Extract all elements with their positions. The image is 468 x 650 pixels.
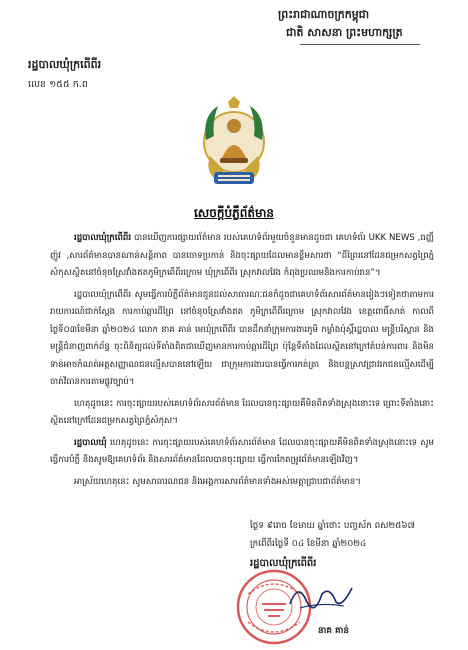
paragraph-4 [50, 435, 434, 470]
document-body [50, 230, 434, 495]
handwritten-signature [286, 578, 356, 614]
document-title: សេចក្តីបំភ្លឺព័ត៌មាន [194, 206, 274, 220]
office-name: រដ្ឋបាលឃុំក្រពើពីរ [28, 58, 102, 71]
paragraph-4-text: ហេតុដូចនេះ ការចុះផ្សាយរបស់គេហទំព័រសារព័ត៌មាន ដែលបានចុះផ្សាយគឺមិនពិតទាំងស្រុងនោះទេ សូមធ្វើការបំភ្លឺ និងសូមឱ្យគេហទំព័រ និងសារព័ត៌មានដែលបានចុះផ្សាយ ធ្វើការកែតម្រូវព័ត៌មានឡើងវិញ។ [50, 437, 434, 465]
header-divider [300, 44, 420, 45]
reference-number: លេខ ១៥៥ ក.ព [28, 79, 88, 90]
paragraph-1-lead: រដ្ឋបាលឃុំក្រពើពីរ [74, 233, 132, 243]
motto-heading: ជាតិ សាសនា ព្រះមហាក្សត្រ [286, 26, 403, 39]
paragraph-5 [50, 474, 434, 492]
date-solar: ក្រពើពីរថ្ងៃទី ០៤ ខែមីនា ឆ្នាំ២០២៤ [250, 539, 367, 549]
signatory-name: នាគ គាន់ [318, 626, 349, 636]
paragraph-2 [50, 287, 434, 392]
paragraph-3-text: ហេតុដូចនេះ ការចុះផ្សាយរបស់គេហទំព័រសារព័ត៌មាន ដែលបានចុះផ្សាយគឺមិនពិតទាំងស្រុងនោះទេ ព្រោះទីតាំងនោះស្ថិតនៅក្រៅដែនជម្រកសត្វព្រៃភ្នំសំកុស។ [50, 398, 434, 426]
paragraph-5-text: អាស្រ័យហេតុនេះ សូមសាធារណជន និងអង្គការសារព័ត៌មានទាំងអស់មេត្តាជ្រាបជាព័ត៌មាន។ [74, 476, 361, 487]
paragraph-1-text: បានឃើញការផ្សាយព័ត៌មាន របស់គេហទំព័រមួយចំនួនមានដូចជា គេហទំព័រ UKK NEWS ,ធញ្ញឹ ញ៉ូវ ,សារព័ត៌មានបានណាន់សន្តិភាព បានចោទប្រកាន់ និងចុះផ្សាយដែលមានខ្លឹមសារថា “ដីព្រៃរនៅដែនជម្រកសត្វព្រៃភ្នំសំកុសស្ថិតនៅចំនុចស្រែវាំងឥតភូមិក្រពើពីរក្រោម ឃុំក្រពើពីរ ស្រុកវាលវែង កំពុងប្រឈមនិងការកាប់រាន”។ [50, 233, 434, 278]
government-emblem-logo [200, 96, 268, 192]
signatory-role: រដ្ឋបាលឃុំក្រពើពីរ [250, 558, 317, 569]
paragraph-2-text: រដ្ឋបាលឃុំក្រពើពីរ សូមធ្វើការបំភ្លឺព័ត៌មានជូនដល់សាធារណៈជនក៏ដូចជាគេហទំព័រសារព័ត៌មានរៀងៗទៀតថាតាមការរាយការណ៍ជាក់ស្តែង ការកាប់ឆ្ការដីព្រៃ នៅចំនុចស្រែវាំងឥត ភូមិក្រពើពីរក្រោម ស្រុកវាលវែង ខេត្តពោធិ៍សាត់ កាលពីថ្ងៃទី០៣ខែមីនា ឆ្នាំ២០២៤ លោក នាគ គាន់ មេឃុំក្រពើពីរ បានដឹកនាំក្រុមការងារភូមិ កម្លាំងប៉ុស្តិ៍រដ្ឋបាល មន្ត្រីបរិស្ថាន និងមន្ត្រីជំនាញពាក់ព័ន្ធ ចុះពិនិត្យដល់ទីតាំងពិតជាឃើញមានការកាប់ឆ្ការដីព្រៃ ប៉ុន្តែទីតាំងដែលស្ថិតនៅក្រៅតំបន់ការពារ និងមិនទាន់អាចកំណត់អត្តសញ្ញាណជនល្មើសបាននៅឡើយ ជាក្រុមការងារបានធ្វើការកត់ត្រា និងបន្តស្រាវជ្រាវរកជនល្មើសដើម្បីចាត់វិធានការតាមផ្លូវច្បាប់។ [50, 289, 434, 387]
date-lunar: ថ្ងៃទ ៩រោច ខែមាឃ ឆ្នាំថោះ បញ្ចស័ក ពស២៥៦៧ [250, 521, 415, 531]
paragraph-1 [50, 230, 434, 283]
paragraph-3 [50, 396, 434, 431]
kingdom-heading: ព្រះរាជាណាចក្រកម្ពុជា [278, 8, 370, 21]
paragraph-4-lead: រដ្ឋបាលឃុំ [74, 437, 107, 448]
